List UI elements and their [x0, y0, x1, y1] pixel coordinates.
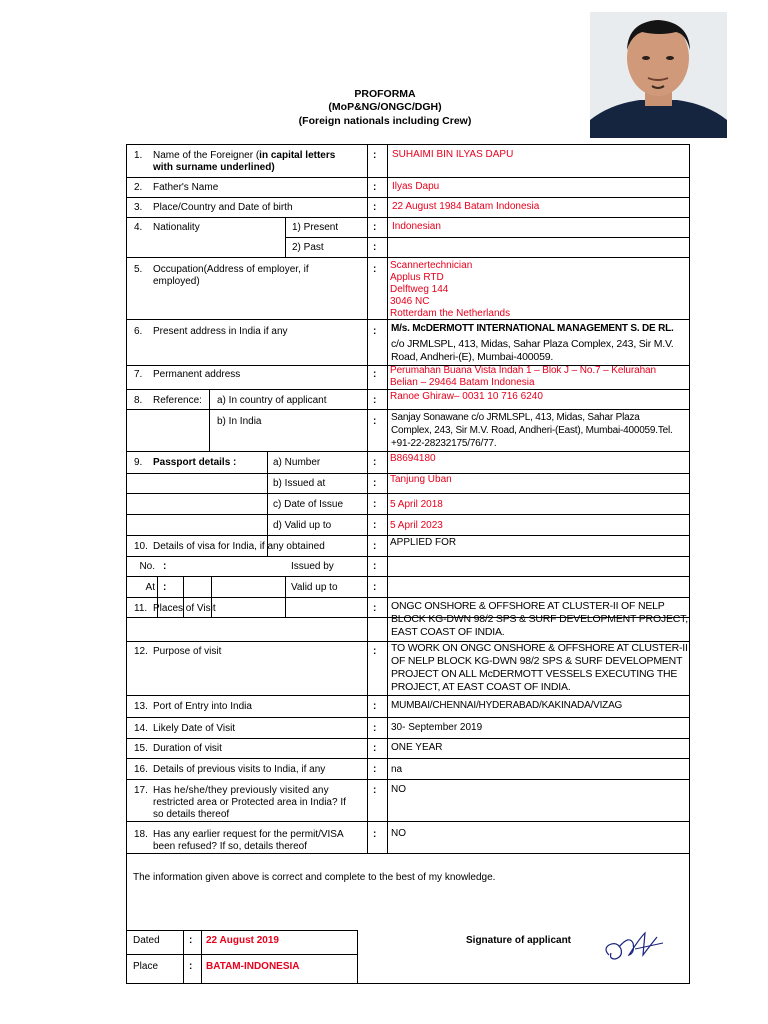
nationality-present-label: 1) Present — [292, 222, 339, 233]
place-label: Place — [133, 961, 159, 972]
declaration-text: The information given above is correct and complete to the best of my knowledge. — [133, 872, 496, 883]
visa-no-label: No. — [139, 561, 155, 572]
row-18-label: Has any earlier request for the permit/VISA — [153, 829, 344, 840]
colon: : — [373, 646, 377, 657]
row-7-number: 7. — [134, 369, 143, 380]
colon: : — [373, 541, 377, 552]
colon: : — [189, 935, 193, 946]
places-of-visit-line-1: ONGC ONSHORE & OFFSHORE AT CLUSTER-II OF NELP — [391, 600, 665, 612]
nationality-present-value: Indonesian — [392, 221, 441, 232]
colon: : — [373, 182, 377, 193]
row-17-label: Has he/she/they previously visited any — [153, 785, 329, 796]
row-8-label: Reference: — [153, 395, 202, 406]
form-authority: (MoP&NG/ONGC/DGH) — [328, 101, 442, 113]
row-5-number: 5. — [134, 264, 143, 275]
restricted-area-value: NO — [391, 784, 406, 795]
permanent-address-line-2: Belian – 29464 Batam Indonesia — [390, 377, 535, 388]
passport-valid-value: 5 April 2023 — [390, 520, 443, 531]
birth-details-value: 22 August 1984 Batam Indonesia — [392, 201, 540, 212]
row-5-label: Occupation(Address of employer, if — [153, 264, 309, 275]
row-16-number: 16. — [134, 764, 148, 775]
passport-number-value: B8694180 — [390, 453, 436, 464]
row-16-label: Details of previous visits to India, if any — [153, 764, 326, 775]
dated-value: 22 August 2019 — [206, 935, 279, 946]
reference-country-label: a) In country of applicant — [217, 395, 327, 406]
occupation-line-3: Delftweg 144 — [390, 284, 449, 295]
row-17-label-cont: restricted area or Protected area in India? If — [153, 797, 346, 808]
row-6-label: Present address in India if any — [153, 326, 288, 337]
purpose-line-4: PROJECT, AT EAST COAST OF INDIA. — [391, 681, 571, 693]
row-4-number: 4. — [134, 222, 143, 233]
passport-issue-date-value: 5 April 2018 — [390, 499, 443, 510]
row-13-number: 13. — [134, 701, 148, 712]
row-12-label: Purpose of visit — [153, 646, 222, 657]
row-3-number: 3. — [134, 202, 143, 213]
occupation-line-5: Rotterdam the Netherlands — [390, 308, 511, 319]
colon: : — [373, 785, 377, 796]
applicant-photo — [590, 12, 727, 138]
row-14-label: Likely Date of Visit — [153, 723, 236, 734]
occupation-line-4: 3046 NC — [390, 296, 430, 307]
duration-value: ONE YEAR — [391, 742, 443, 753]
colon: : — [373, 561, 377, 572]
row-9-label: Passport details : — [153, 457, 237, 468]
port-of-entry-value: MUMBAI/CHENNAI/HYDERABAD/KAKINADA/VIZAG — [391, 700, 623, 711]
passport-issued-at-value: Tanjung Uban — [390, 474, 452, 485]
colon: : — [373, 264, 377, 275]
india-address-line-1: M/s. McDERMOTT INTERNATIONAL MANAGEMENT S. DE RL. — [391, 323, 674, 334]
colon: : — [373, 520, 377, 531]
reference-india-line-3: +91-22-28232175/76/77. — [391, 438, 497, 449]
row-6-number: 6. — [134, 326, 143, 337]
purpose-line-1: TO WORK ON ONGC ONSHORE & OFFSHORE AT CLUSTER-II — [391, 642, 688, 654]
likely-date-value: 30- September 2019 — [391, 722, 483, 733]
row-17-number: 17. — [134, 785, 148, 796]
signature-label: Signature of applicant — [466, 935, 572, 946]
colon: : — [373, 764, 377, 775]
row-9-number: 9. — [134, 457, 143, 468]
places-of-visit-line-2: BLOCK KG-DWN 98/2 SPS & SURF DEVELOPMENT PROJECT, — [391, 613, 688, 625]
nationality-past-label: 2) Past — [292, 242, 324, 253]
father-name-value: Ilyas Dapu — [392, 181, 440, 192]
colon: : — [373, 150, 377, 161]
row-11-number: 11. — [134, 603, 148, 614]
visa-issued-by-label: Issued by — [291, 561, 334, 572]
dated-label: Dated — [133, 935, 160, 946]
colon: : — [189, 961, 193, 972]
reference-india-line-1: Sanjay Sonawane c/o JRMLSPL, 413, Midas, Sahar Plaza — [391, 412, 640, 423]
row-4-label: Nationality — [153, 222, 200, 233]
row-14-number: 14. — [134, 723, 148, 734]
occupation-line-2: Applus RTD — [390, 272, 444, 283]
colon: : — [163, 582, 167, 593]
row-7-label: Permanent address — [153, 369, 241, 380]
applicant-signature — [599, 925, 669, 967]
india-address-line-2: c/o JRMLSPL, 413, Midas, Sahar Plaza Complex, 243, Sir M.V. — [391, 338, 674, 350]
row-2-number: 2. — [134, 182, 143, 193]
row-10-number: 10. — [134, 541, 148, 552]
places-of-visit-line-3: EAST COAST OF INDIA. — [391, 626, 505, 638]
visa-at-label: At — [145, 582, 155, 593]
permanent-address-line-1: Perumahan Buana Vista Indah 1 – Blok J – No.7 – Kelurahan — [390, 365, 656, 376]
colon: : — [373, 723, 377, 734]
proforma-form-table — [126, 144, 690, 984]
colon: : — [163, 561, 167, 572]
refused-request-value: NO — [391, 828, 406, 839]
purpose-line-2: OF NELP BLOCK KG-DWN 98/2 SPS & SURF DEVELOPMENT — [391, 655, 683, 667]
row-1-number: 1. — [134, 150, 143, 161]
row-8-number: 8. — [134, 395, 143, 406]
row-5-label-cont: employed) — [153, 276, 200, 287]
colon: : — [373, 369, 377, 380]
colon: : — [373, 202, 377, 213]
colon: : — [373, 416, 377, 427]
form-subtitle: (Foreign nationals including Crew) — [298, 115, 472, 127]
purpose-line-3: PROJECT ON ALL McDERMOTT VESSELS EXECUTING THE — [391, 668, 678, 680]
reference-india-label: b) In India — [217, 416, 262, 427]
visa-valid-up-to-label: Valid up to — [291, 582, 338, 593]
applicant-portrait-image — [590, 12, 727, 138]
occupation-line-1: Scannertechnician — [390, 260, 473, 271]
row-10-label: Details of visa for India, if any obtained — [153, 541, 325, 552]
row-15-number: 15. — [134, 743, 148, 754]
colon: : — [373, 743, 377, 754]
colon: : — [373, 326, 377, 337]
colon: : — [373, 478, 377, 489]
row-1-label: Name of the Foreigner (in capital letters — [153, 150, 336, 161]
colon: : — [373, 603, 377, 614]
row-18-number: 18. — [134, 829, 148, 840]
row-13-label: Port of Entry into India — [153, 701, 252, 712]
row-12-number: 12. — [134, 646, 148, 657]
row-17-label-cont2: so details thereof — [153, 809, 230, 820]
reference-country-value: Ranoe Ghiraw– 0031 10 716 6240 — [390, 391, 543, 402]
india-address-line-3: Road, Andheri-(E), Mumbai-400059. — [391, 351, 554, 363]
foreigner-name-value: SUHAIMI BIN ILYAS DAPU — [392, 149, 514, 160]
colon: : — [373, 222, 377, 233]
visa-details-value: APPLIED FOR — [390, 537, 457, 548]
previous-visits-value: na — [391, 764, 403, 775]
passport-number-label: a) Number — [273, 457, 321, 468]
colon: : — [373, 829, 377, 840]
passport-issued-at-label: b) Issued at — [273, 478, 326, 489]
form-title: PROFORMA — [354, 88, 416, 100]
reference-india-line-2: Complex, 243, Sir M.V. Road, Andheri-(East), Mumbai-400059.Tel. — [391, 425, 673, 436]
colon: : — [373, 582, 377, 593]
row-18-label-cont: been refused? If so, details thereof — [153, 841, 307, 852]
row-3-label: Place/Country and Date of birth — [153, 202, 293, 213]
passport-issue-date-label: c) Date of Issue — [273, 499, 344, 510]
row-15-label: Duration of visit — [153, 743, 222, 754]
colon: : — [373, 701, 377, 712]
colon: : — [373, 395, 377, 406]
place-value: BATAM-INDONESIA — [206, 961, 300, 972]
passport-valid-label: d) Valid up to — [273, 520, 332, 531]
colon: : — [373, 242, 377, 253]
colon: : — [373, 457, 377, 468]
row-11-label: Places of Visit — [153, 603, 216, 614]
colon: : — [373, 499, 377, 510]
row-1-label-cont: with surname underlined) — [153, 162, 275, 173]
row-2-label: Father's Name — [153, 182, 219, 193]
